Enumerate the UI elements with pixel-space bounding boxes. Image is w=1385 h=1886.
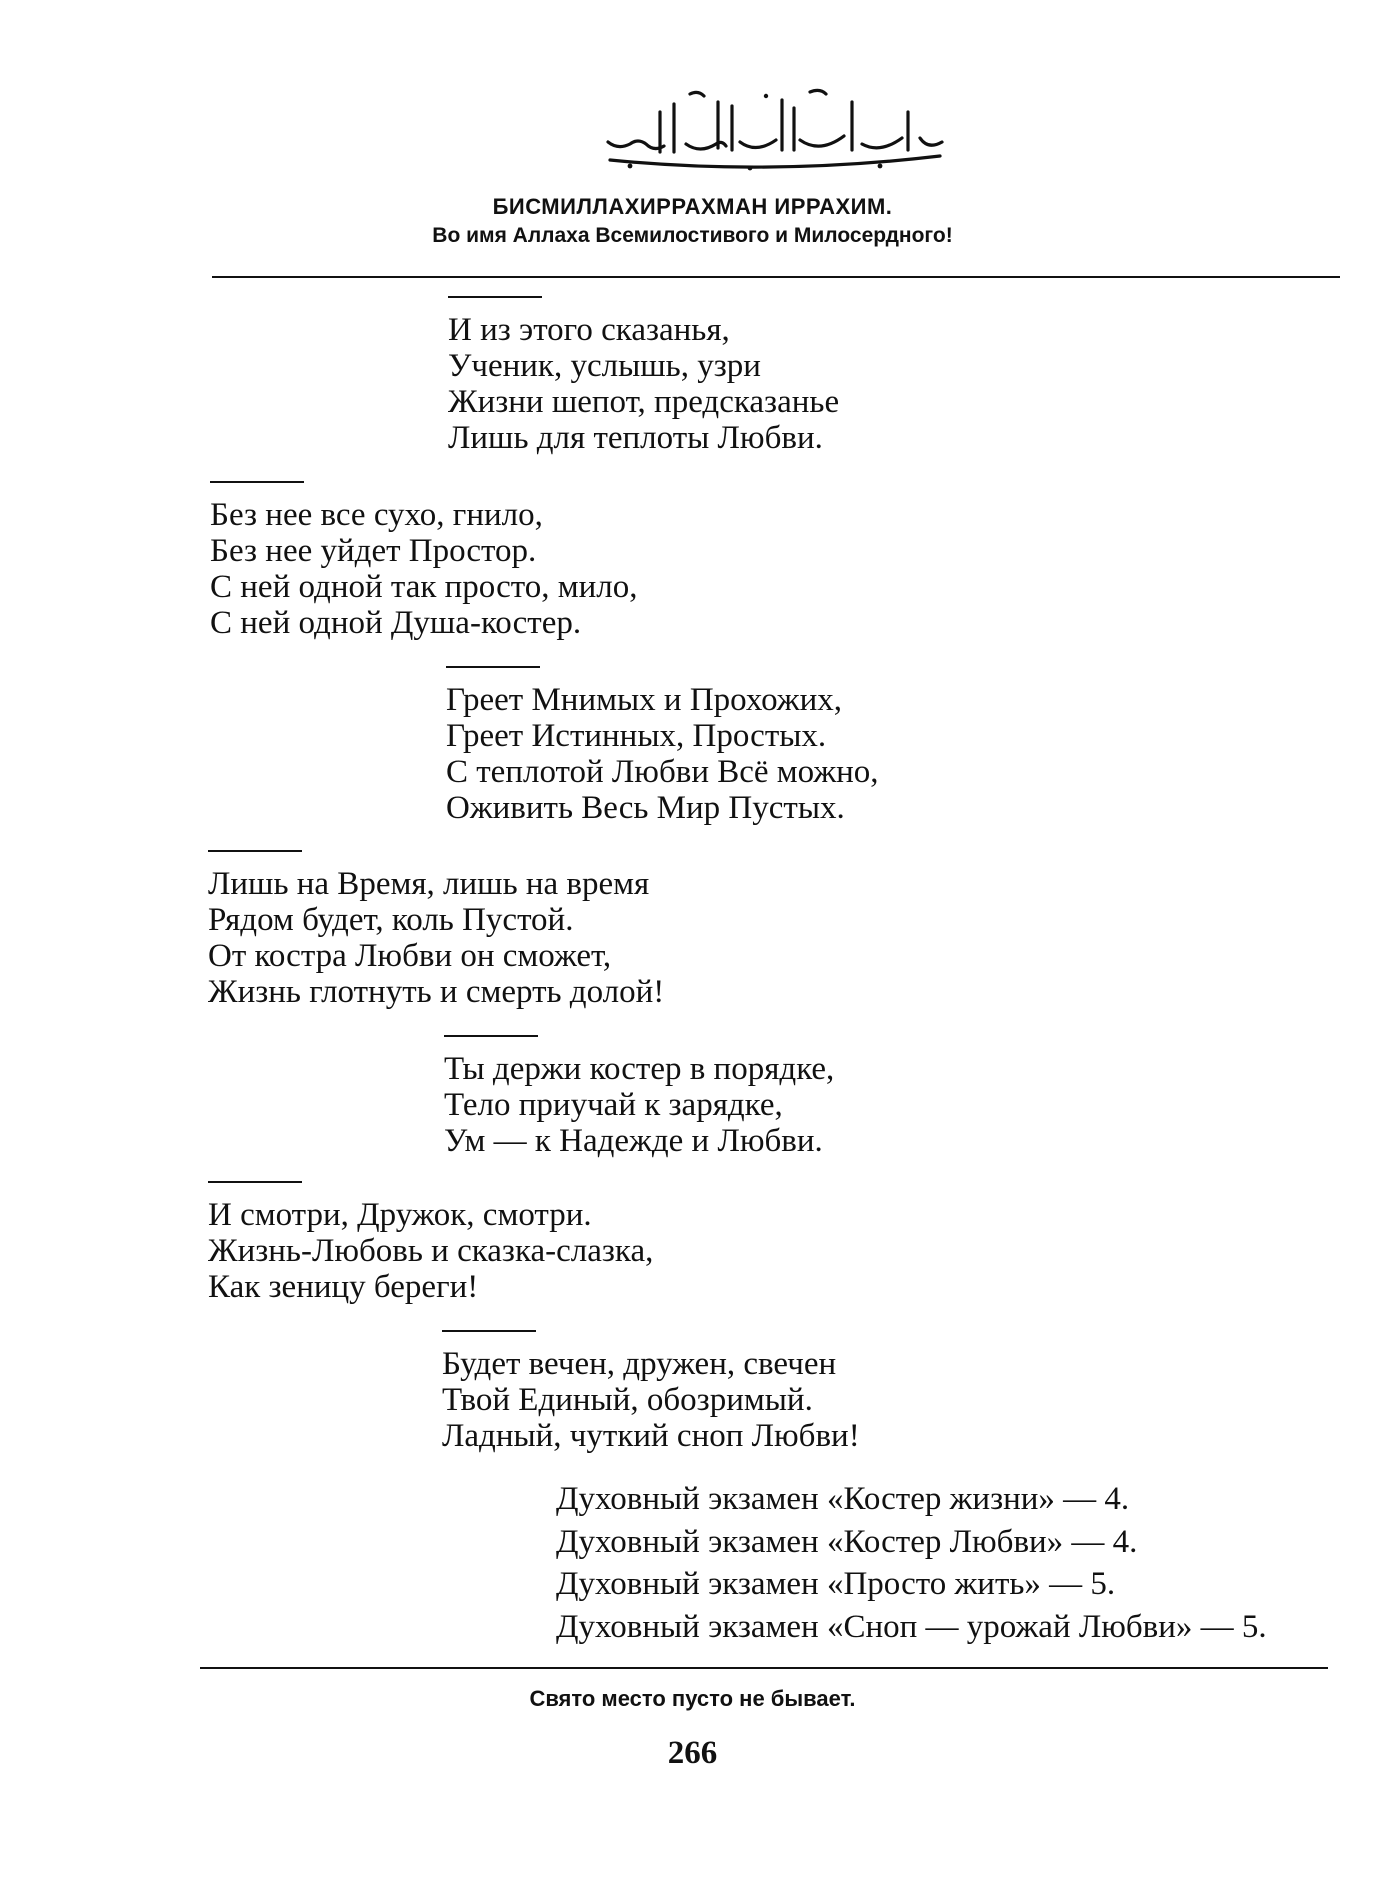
poem-stanza-6 [208,1181,653,1305]
poem-stanza-4 [208,850,664,1010]
bismillah-calligraphy [590,82,950,177]
poem-line: Ученик, услышь, узри [448,348,761,384]
poem-line: Будет вечен, дружен, свечен [442,1346,837,1382]
stanza-separator [444,1035,538,1037]
poem-line: С ней одной Душа-костер. [210,605,582,641]
stanza-separator [208,1181,302,1183]
poem-line: Лишь на Время, лишь на время [208,866,650,902]
poem-stanza-1 [448,296,839,456]
footer-proverb: Свято место пусто не бывает. [529,1686,856,1711]
poem-stanza-2 [210,481,638,641]
header-subtitle: Во имя Аллаха Всемилостивого и Милосердного! [432,224,953,247]
exam-result-line: Духовный экзамен «Костер жизни» — 4. [556,1481,1130,1517]
exam-results [556,1478,1267,1648]
exam-result-line: Духовный экзамен «Сноп — урожай Любви» — 5. [556,1608,1267,1645]
poem-stanza-5 [444,1035,834,1159]
poem-line: С теплотой Любви Всё можно, [446,754,879,790]
stanza-separator [446,666,540,668]
stanza-separator [210,481,304,483]
poem-line: Жизнь-Любовь и сказка-слазка, [208,1233,654,1269]
poem-stanza-3 [446,666,879,826]
poem-line: Греет Истинных, Простых. [446,718,827,754]
poem-line: Твой Единый, обозримый. [442,1382,813,1418]
poem-line: И из этого сказанья, [448,312,730,348]
poem-line: Рядом будет, коль Пустой. [208,902,574,938]
poem-line: Ум — к Надежде и Любви. [444,1123,823,1159]
poem-line: Как зеницу береги! [208,1269,479,1305]
poem-stanza-7 [442,1330,860,1454]
header-title: БИСМИЛЛАХИРРАХМАН ИРРАХИМ. [492,194,893,219]
poem-line: Тело приучай к зарядке, [444,1087,783,1123]
exam-result-line: Духовный экзамен «Просто жить» — 5. [556,1566,1116,1602]
poem-line: И смотри, Дружок, смотри. [208,1197,592,1233]
poem-line: С ней одной так просто, мило, [210,569,638,605]
header-divider [212,276,1340,278]
poem-line: Жизнь глотнуть и смерть долой! [208,974,665,1010]
stanza-separator [448,296,542,298]
poem-line: Без нее уйдет Простор. [210,533,537,569]
exam-result-line: Духовный экзамен «Костер Любви» — 4. [556,1523,1138,1560]
poem-line: Ладный, чуткий сноп Любви! [442,1418,860,1454]
poem-line: Без нее все сухо, гнило, [210,497,543,533]
stanza-separator [442,1330,536,1332]
stanza-separator [208,850,302,852]
poem-line: Ты держи костер в порядке, [444,1051,835,1087]
poem-line: От костра Любви он сможет, [208,938,612,974]
page-number: 266 [667,1735,718,1771]
poem-line: Греет Мнимых и Прохожих, [446,682,842,718]
poem-line: Жизни шепот, предсказанье [448,384,840,420]
poem-line: Лишь для теплоты Любви. [448,420,823,456]
footer-divider [200,1667,1328,1669]
poem-line: Оживить Весь Мир Пустых. [446,790,845,826]
